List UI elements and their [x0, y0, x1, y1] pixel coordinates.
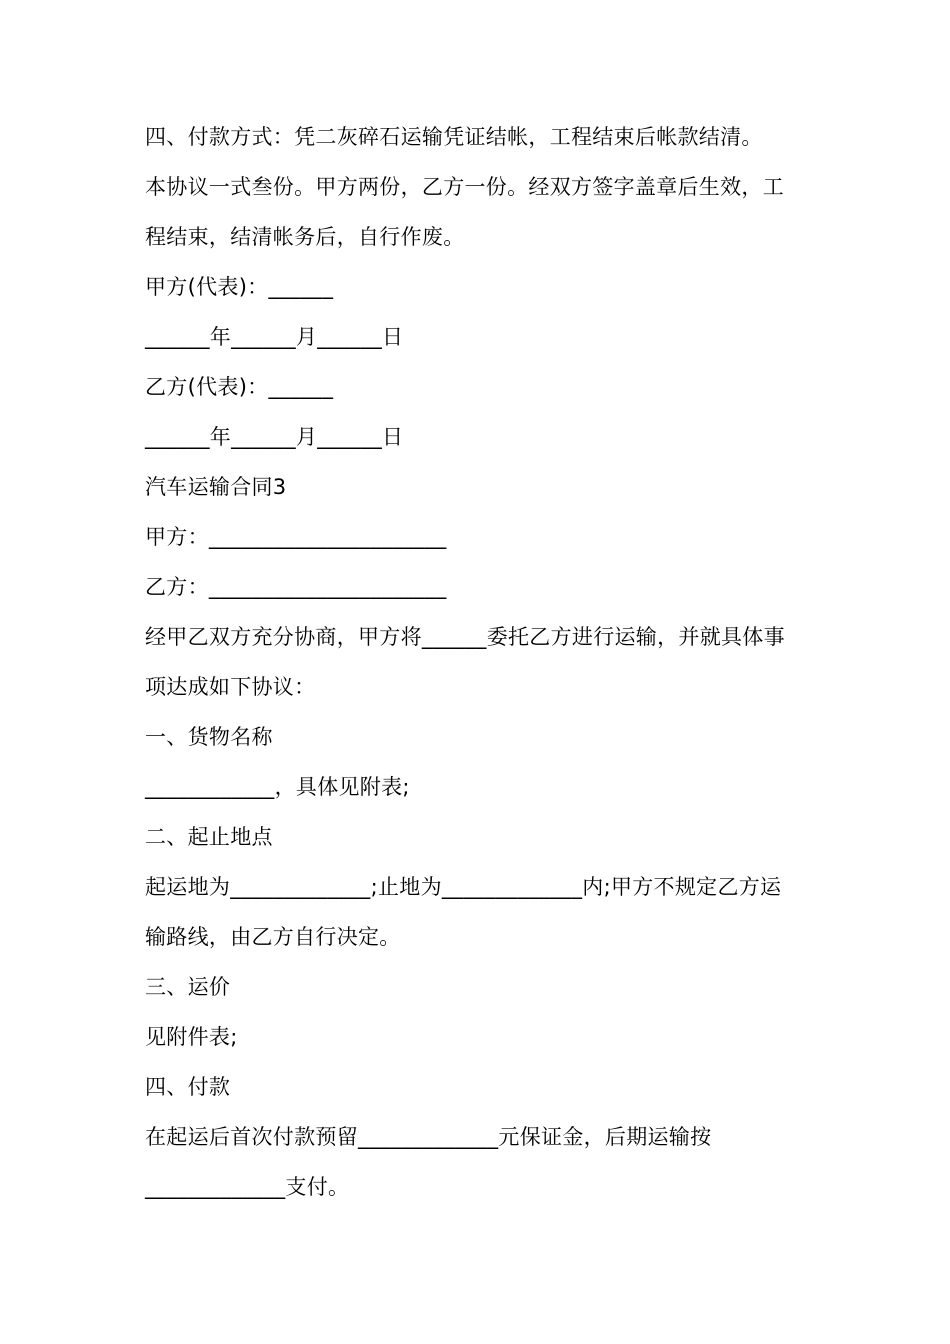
party-b-field: 乙方：______________________ — [145, 575, 447, 599]
copies-clause-line-1: 本协议一式叁份。甲方两份，乙方一份。经双方签字盖章后生效，工 — [145, 175, 784, 199]
party-b-representative: 乙方(代表)：______ — [145, 375, 334, 399]
party-b-date: ______年______月______日 — [145, 425, 404, 449]
section-goods-heading: 一、货物名称 — [145, 725, 273, 749]
payment-line-1: 在起运后首次付款预留_____________元保证金，后期运输按 — [145, 1125, 712, 1149]
copies-clause-line-2: 程结束，结清帐务后，自行作废。 — [145, 225, 465, 249]
goods-name-line: ____________，具体见附表; — [145, 775, 410, 799]
section-freight-heading: 三、运价 — [145, 975, 231, 999]
freight-line: 见附件表; — [145, 1025, 238, 1049]
contract-title: 汽车运输合同3 — [145, 475, 287, 499]
document-body — [145, 112, 815, 1212]
party-a-field: 甲方：______________________ — [145, 525, 447, 549]
payment-method-line: 四、付款方式：凭二灰碎石运输凭证结帐，工程结束后帐款结清。 — [145, 125, 763, 149]
payment-line-2: _____________支付。 — [145, 1175, 350, 1199]
party-a-representative: 甲方(代表)：______ — [145, 275, 334, 299]
section-payment-heading: 四、付款 — [145, 1075, 231, 1099]
locations-line-2: 输路线，由乙方自行决定。 — [145, 925, 401, 949]
agreement-intro-line-1: 经甲乙双方充分协商，甲方将______委托乙方进行运输，并就具体事 — [145, 625, 785, 649]
party-a-date: ______年______月______日 — [145, 325, 404, 349]
section-locations-heading: 二、起止地点 — [145, 825, 273, 849]
agreement-intro-line-2: 项达成如下协议： — [145, 675, 316, 699]
locations-line-1: 起运地为_____________;止地为_____________内;甲方不规定乙方运 — [145, 875, 782, 899]
